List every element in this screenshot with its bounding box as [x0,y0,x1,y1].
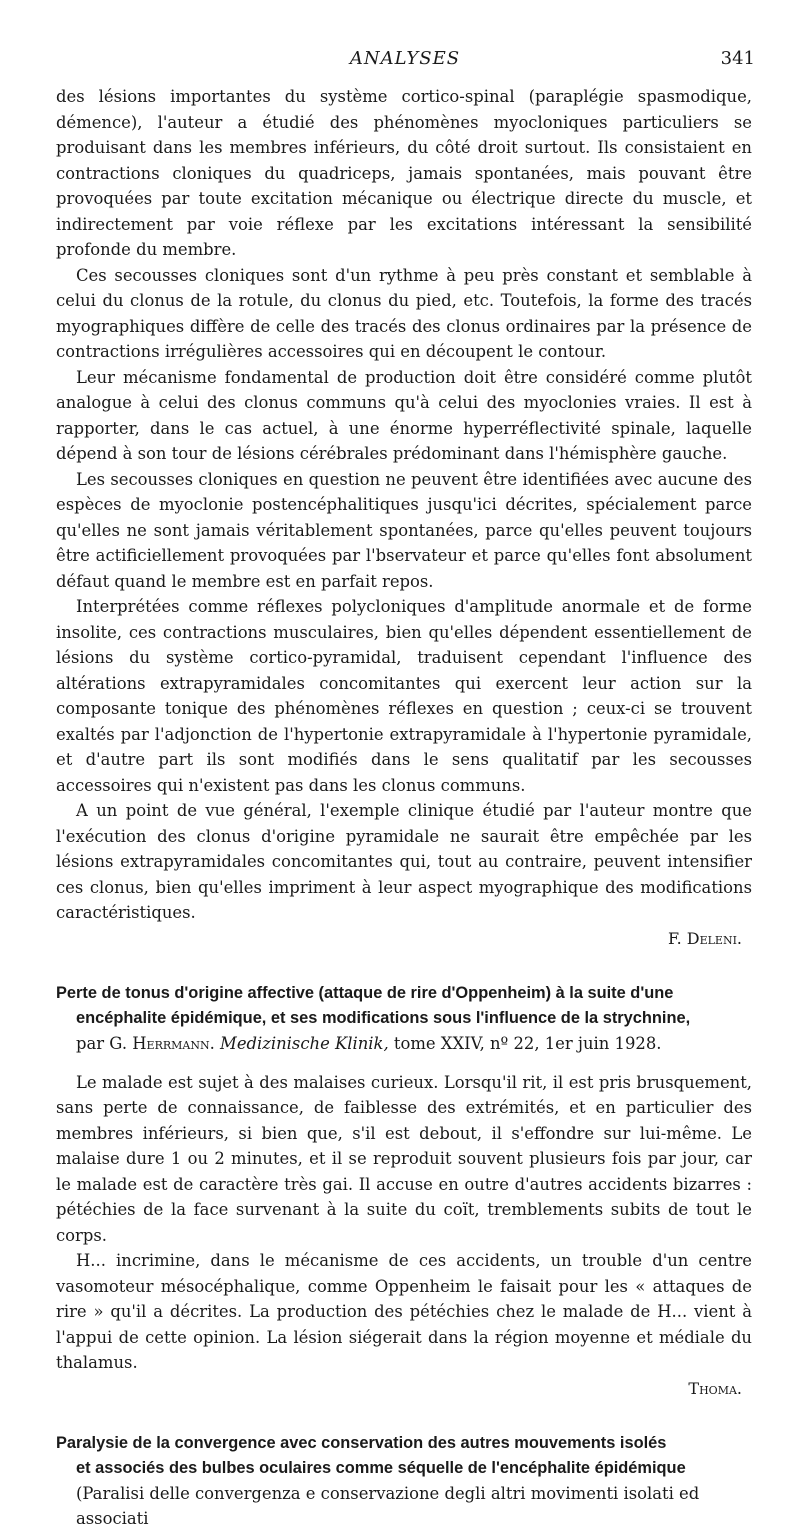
paragraph: H... incrimine, dans le mécanisme de ces accidents, un trouble d'un centre vasomoteur mésocéphalique, comme Oppenheim le faisait pour les « attaques de rire » qu'il a décrites. La production des pétéchies chez le malade de H... vient à l'appui de cette opinion. La lésion siégerait dans la région moyenne et médiale du thalamus. [56,1251,752,1372]
paragraph: Leur mécanisme fondamental de production doit être considéré comme plutôt analogue à celui des clonus communs qu'à celui des myoclonies vraies. Il est à rapporter, dans le cas actuel, à une énorme hyperréflectivité spinale, laquelle dépend à son tour de lésions cérébrales prédominant dans l'hémisphère gauche. [56,367,752,463]
article-myoclonies [56,84,752,951]
signature: F. Deleni. [667,928,742,948]
title-line: Perte de tonus d'origine affective (attaque de rire d'Oppenheim) à la suite d'une [56,983,674,1002]
paragraph: des lésions importantes du système cortico-spinal (paraplégie spasmodique, démence), l'auteur a étudié des phénomènes myocloniques particuliers se produisant dans les membres inférieurs, du côté droit surtout. Ils consistaient en contractions cloniques du quadriceps, jamais spontanées, mais pouvant être provoquées par toute excitation mécanique ou électrique directe du muscle, et indirectement par voie réflexe par les excitations intéressant la sensibilité profonde du membre. [56,87,752,259]
page-body [56,84,752,1531]
page-number: 341 [720,48,755,69]
spacer [56,1056,752,1070]
running-title: ANALYSES [349,48,461,69]
article-perte-de-tonus [56,981,752,1401]
ref-par: par G. [76,1033,128,1053]
paragraph: Ces secousses cloniques sont d'un rythme à peu près constant et semblable à celui du clonus de la rotule, du clonus du pied, etc. Toutefois, la forme des tracés myographiques diffère de celle des tracés des clonus ordinaires par la présence de contractions irrégulières accessoires qui en découpent le contour. [56,265,752,361]
ref-author: Herrmann. [132,1033,215,1053]
paragraph: Le malade est sujet à des malaises curieux. Lorsqu'il rit, il est pris brusquement, sans perte de connaissance, de faiblesse des extrémités, et en particulier des membres inférieurs, si bien que, s'il est debout, il s'effondre sur lui-même. Le malaise dure 1 ou 2 minutes, et il se reproduit souvent plusieurs fois par jour, car le malade est de caractère très gai. Il accuse en outre d'autres accidents bizarres : pétéchies de la face survenant à la suite du coït, tremblements subits de tout le corps. [56,1072,752,1245]
ref-details: tome XXIV, nº 22, 1er juin 1928. [393,1033,662,1053]
article-title [56,1431,752,1481]
article-paralysie-convergence [56,1431,752,1531]
ref-journal: Medizinische Klinik, [220,1033,389,1053]
paragraph: A un point de vue général, l'exemple clinique étudié par l'auteur montre que l'exécution des clonus d'origine pyramidale ne saurait être empêchée par les lésions extrapyramidales concomitantes qui, tout au contraire, peuvent intensifier ces clonus, bien qu'elles impriment à leur aspect myographique des modifications caractéristiques. [56,801,752,922]
page-header [55,48,755,78]
title-line: Paralysie de la convergence avec conservation des autres mouvements isolés [56,1433,667,1452]
article-title [56,981,752,1031]
paragraph: Interprétées comme réflexes polycloniques d'amplitude anormale et de forme insolite, ces contractions musculaires, bien qu'elles dépendent essentiellement de lésions du système cortico-pyramidal, traduisent cependant l'influence des altérations extrapyramidales concomitantes qui exercent leur action sur la composante tonique des phénomènes réflexes en question ; ceux-ci se trouvent exaltés par l'adjonction de l'hypertonie extrapyramidale à l'hypertonie pyramidale, et d'autre part ils sont modifiés dans le sens qualitatif par les secousses accessoires qui n'existent pas dans les clonus communs. [56,597,752,795]
title-line: encéphalite épidémique, et ses modifications sous l'influence de la strychnine, [76,1008,691,1027]
title-line: et associés des bulbes oculaires comme séquelle de l'encéphalite épidémique [76,1458,686,1477]
article-subtitle: (Paralisi delle convergenza e conservazione degli altri movimenti isolati ed associati [76,1483,700,1528]
paragraph: Les secousses cloniques en question ne peuvent être identifiées avec aucune des espèces de myoclonie postencéphalitiques jusqu'ici décrites, spécialement parce qu'elles ne sont jamais véritablement spontanées, parce qu'elles peuvent toujours être actificiellement provoquées par l'bservateur et parce qu'elles font absolument défaut quand le membre est en parfait repos. [56,469,752,591]
signature: Thoma. [688,1378,742,1398]
article-reference [56,1031,752,1056]
